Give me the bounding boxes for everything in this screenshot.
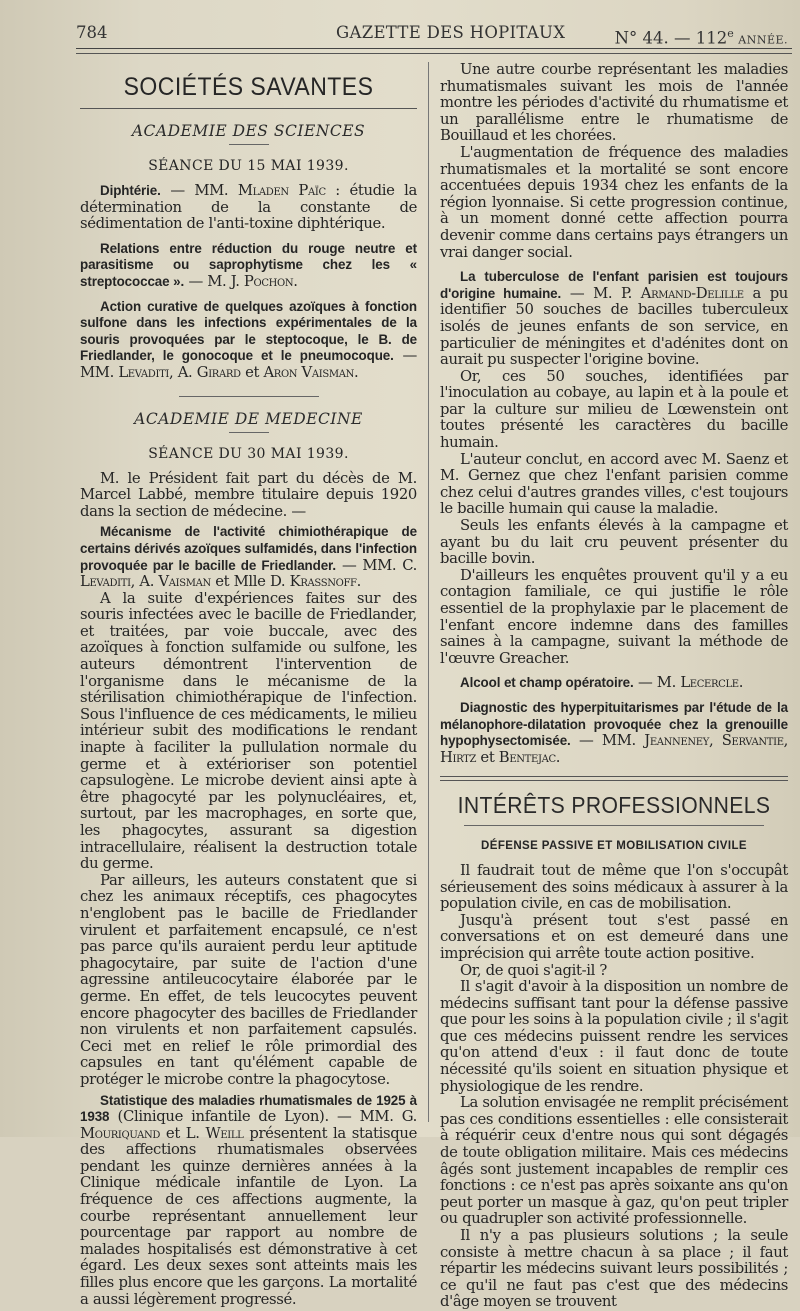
- article-statistique: [80, 1093, 417, 1309]
- article-title: Alcool et champ opératoire.: [460, 675, 634, 691]
- article-tuberculose: [440, 269, 788, 369]
- author-name: Pochon: [243, 272, 294, 290]
- body-paragraph: L'augmentation de fréquence des maladies rhumatismales et la mortalité se sont encore accentuées depuis 1934 chez les enfants de la région lyonnaise. Si cette progression continue, à un moment donné cette affection pourra devenir comme dans certains pays étrangers un vrai danger social.: [440, 143, 788, 261]
- body-paragraph: Par ailleurs, les auteurs constatent que si chez les animaux réceptifs, ces phagocytes n'englobent pas le bacille de Friedlander virulent et parfaitement encapsulé, ce n'est pas parce qu'ils auraient perdu leur aptitude phagocytaire, par suite de l'action d'une agressine antileucocytaire élaborée par le germe. En effet, de tels leucocytes peuvent encore phagocyter des bacilles de Friedlander non virulents et non parfaitement capsulés. Ceci met en relief le rôle primordial des capsules en tant qu'élément capable de protéger le microbe contre la phagocytose.: [80, 871, 417, 1088]
- academy-medecine-heading: ACADEMIE DE MEDECINE: [134, 409, 363, 428]
- body-paragraph: Jusqu'à présent tout s'est passé en conversations et on est demeuré dans une imprécision qui arrête toute action positive.: [440, 911, 788, 962]
- article-title: Diphtérie.: [100, 183, 161, 198]
- author-name: Aron Vaisman: [263, 363, 355, 381]
- seance-date: 30 MAI 1939.: [247, 445, 349, 462]
- body-paragraph: Or, ces 50 souches, identifiées par l'inoculation au cobaye, au lapin et à la poule et par la culture sur milieu de Lœwenstein ont toutes présenté les caractères du bacille humain.: [440, 367, 788, 452]
- section-rule: [80, 108, 417, 109]
- article-title: Relations entre réduction du rouge neutre et parasitisme ou saprophytisme chez les « streptococcae ».: [80, 240, 417, 289]
- article-azoiques: [80, 299, 417, 382]
- right-column: [440, 62, 788, 1311]
- article-title: Mécanisme de l'activité chimiothérapique de certains dérivés azoïques sulfamidés, dans l'infection provoquée par le bacille de Friedlander.: [80, 524, 417, 573]
- dash: —: [291, 502, 306, 520]
- issue-label: N° 44. — 112: [614, 28, 728, 48]
- body-paragraph: Il n'y a pas plusieurs solutions ; la seule consiste à mettre chacun à sa place ; il faut répartir les médecins suivant leurs possibilités ; ce qu'il ne faut pas c'est que des médecins d'âge moyen se trouvent: [440, 1227, 788, 1311]
- ornament-rule: [229, 144, 269, 145]
- article-authors-prefix: — MM.: [80, 347, 417, 381]
- article-authors-prefix: (Clinique infantile de Lyon). — MM. G.: [109, 1108, 417, 1126]
- author-name: Levaditi, A. Girard: [118, 363, 241, 381]
- article-text: et L.: [160, 1124, 206, 1142]
- article-text: .: [555, 748, 561, 766]
- spacer: [80, 233, 417, 241]
- spacer: [440, 261, 788, 269]
- section-rule: [464, 825, 764, 826]
- article-diphterie: [80, 183, 417, 233]
- article-text: et Mlle D.: [210, 573, 290, 591]
- article-mecanisme: [80, 524, 417, 590]
- page-number: 784: [76, 23, 108, 42]
- article-title: La tuberculose de l'enfant parisien est toujours d'origine humaine.: [440, 269, 788, 301]
- body-paragraph: A la suite d'expériences faites sur des souris infectées avec le bacille de Friedlander, et traitées, par voie buccale, avec des azoïques à fonction sulfamide ou sulfone, les auteurs démontrent l'intervention de l'organisme dans le mécanisme de la stérilisation chimiothérapique de l'infection. Sous l'influence de ces médicaments, le milieu intérieur subit des modifications le rendant inapte à faciliter la pullulation normale du germe et à extérioriser son potentiel capsulogène. Le microbe devient ainsi apte à être phagocyté par les polynucléaires, et, surtout, par les macrophages, en sorte que, les phagocytes, assurant sa digestion intracellulaire, réalisent la destruction totale du germe.: [80, 589, 417, 873]
- seance-date-line: [80, 157, 417, 175]
- column-divider: [428, 62, 429, 1122]
- author-name: Krassnoff: [289, 573, 357, 591]
- academy-sciences-heading: ACADEMIE DES SCIENCES: [131, 122, 366, 140]
- subsection-heading: DÉFENSE PASSIVE ET MOBILISATION CIVILE: [481, 840, 747, 853]
- author-name: Levaditi, A. Vaisman: [80, 573, 211, 591]
- article-text: .: [738, 674, 744, 692]
- article-text: : étudie la détermination de la constante de sédimentation de l'anti-toxine diphtérique.: [80, 182, 417, 233]
- article-title: Diagnostic des hyperpituitarismes par l'étude de la mélanophore-dilatation provoquée chez la grenouille hypophysectomisée.: [440, 699, 788, 749]
- body-paragraph: Il s'agit d'avoir à la disposition un nombre de médecins suffisant tant pour la défense passive que pour les soins à la population civile ; il s'agit que ces médecins puissent rendre les services qu'on attend d'eux : il faut donc de toute nécessité qu'ils soient en situation physique et physiologique de les rendre.: [440, 978, 788, 1095]
- body-paragraph: Or, de quoi s'agit-il ?: [460, 961, 607, 979]
- article-authors-prefix: — M.: [633, 674, 681, 692]
- obituary-paragraph: [80, 471, 417, 521]
- separator-rule: [440, 776, 788, 777]
- header-rule: [76, 48, 792, 49]
- issue-suffix: e: [727, 27, 735, 40]
- author-name: Mouriquand: [80, 1124, 161, 1142]
- body-paragraph: D'ailleurs les enquêtes prouvent qu'il y a eu contagion familiale, ce qui justifie le rôle essentiel de la prophylaxie par le placement de l'enfant encore indemne dans des familles saines à la campagne, suivant la méthode de l'œuvre Greacher.: [440, 566, 788, 667]
- article-authors-prefix: — MM. C.: [336, 556, 417, 574]
- article-authors-prefix: — MM.: [570, 732, 645, 750]
- author-name: Jeanneney, Servantie, Hirtz: [440, 732, 788, 766]
- spacer: [440, 692, 788, 700]
- section-title-interets: INTÉRÊTS PROFESSIONNELS: [457, 792, 771, 819]
- article-text: .: [354, 363, 359, 381]
- spacer: [80, 291, 417, 299]
- header-rule-secondary: [76, 53, 792, 54]
- article-title: Action curative de quelques azoïques à fonction sulfone dans les infections expérimentales de la souris provoquées par le steptocoque, le B. de Friedlander, le gonocoque et le pneumocoque.: [80, 298, 417, 364]
- article-diagnostic: [440, 700, 788, 766]
- separator-rule: [179, 396, 319, 397]
- author-name: Armand-Delille: [640, 284, 744, 302]
- body-paragraph: Seuls les enfants élevés à la campagne et ayant bu du lait cru peuvent présenter du bacille bovin.: [440, 517, 788, 568]
- article-authors-prefix: — MM.: [160, 182, 238, 199]
- article-text: a pu identifier 50 souches de bacilles tuberculeux isolés de jeunes enfants de son service, en particulier de méningites et d'adénites dont on aurait pu suspecter l'origine bovine.: [440, 284, 788, 369]
- author-name: Weill: [205, 1124, 244, 1142]
- article-text: .: [293, 272, 298, 290]
- seance-label: SÉANCE DU: [148, 158, 243, 174]
- author-name: Bentejac: [498, 748, 556, 766]
- body-paragraph: La solution envisagée ne remplit précisément pas ces conditions essentielles : elle consisterait à réquérir ceux d'entre nous qui sont dégagés de toute obligation militaire. Mais ces médecins âgés sont justement incapables de remplir ces fonctions : ce n'est pas après soixante ans qu'on peut porter un masque à gaz, qu'on peut tripler ou quadrupler son activité professionnelle.: [440, 1094, 788, 1228]
- year-label: ANNÉE.: [734, 33, 788, 47]
- body-paragraph: Il faudrait tout de même que l'on s'occupât sérieusement des soins médicaux à assurer à la population civile, en cas de mobilisation.: [440, 861, 788, 913]
- article-authors-prefix: — M. J.: [184, 272, 244, 290]
- article-title: Statistique des maladies rhumatismales de 1925 à 1938: [80, 1092, 417, 1125]
- article-rouge-neutre: [80, 241, 417, 291]
- author-name: Lecercle: [680, 674, 739, 692]
- journal-title: GAZETTE DES HOPITAUX: [336, 23, 566, 42]
- article-text: et: [240, 363, 264, 381]
- paragraph-text: M. le Président fait part du décès de M. Marcel Labbé, membre titulaire depuis 1920 dans la section de médecine.: [80, 469, 417, 520]
- article-text: .: [356, 573, 362, 591]
- author-name: Mladen Païc: [237, 182, 326, 199]
- separator-rule-secondary: [440, 780, 788, 781]
- ornament-rule: [229, 432, 269, 433]
- left-column: [80, 62, 417, 1308]
- article-text: et: [476, 748, 499, 766]
- seance-date-line: [80, 445, 417, 463]
- body-paragraph: Une autre courbe représentant les maladies rhumatismales suivant les mois de l'année montre les périodes d'activité du rhumatisme et un parallélisme entre le rhumatisme de Bouillaud et les chorées.: [440, 61, 788, 145]
- article-authors-prefix: — M. P.: [561, 284, 641, 302]
- body-paragraph: L'auteur conclut, en accord avec M. Saenz et M. Gernez que chez l'enfant parisien comme chez celui d'autres grandes villes, c'est toujours le bacille humain qui cause la maladie.: [440, 450, 788, 518]
- article-text: présentent la statisque des affections rhumatismales observées pendant les quinze dernières années à la Clinique médicale infantile de Lyon. La fréquence de ces affections augmente, la courbe représentant annuellement leur pourcentage par rapport au nombre de malades hospitalisés est démonstrative à cet égard. Les deux sexes sont atteints mais les filles plus encore que les garçons. La mortalité a aussi légèrement progressé.: [80, 1124, 417, 1308]
- section-title: SOCIÉTÉS SAVANTES: [123, 73, 374, 101]
- seance-date: 15 MAI 1939.: [247, 158, 349, 174]
- article-alcool: [440, 675, 788, 692]
- seance-label: SÉANCE DU: [148, 445, 243, 462]
- running-header: [76, 18, 792, 48]
- issue-number: [615, 18, 788, 56]
